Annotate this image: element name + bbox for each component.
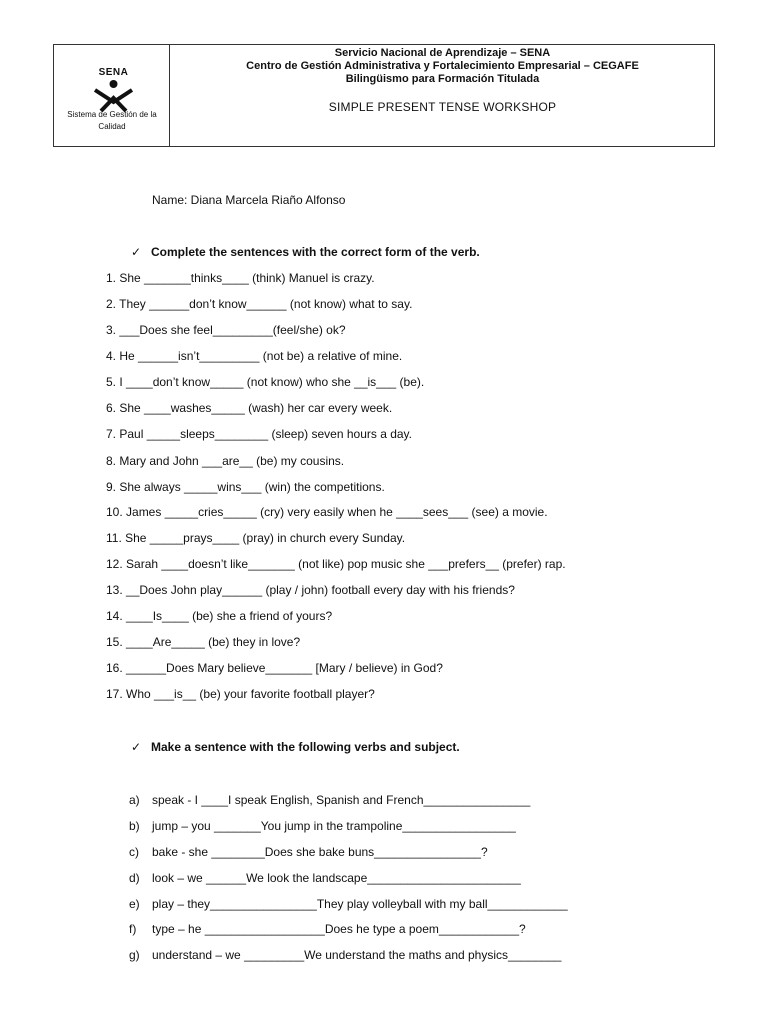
sena-logo: [91, 67, 136, 111]
list-item: 17. Who ___is__ (be) your favorite football player?: [106, 687, 375, 701]
workshop-title: SIMPLE PRESENT TENSE WORKSHOP: [328, 100, 557, 114]
section2-instruction: [131, 740, 460, 754]
checkmark-icon: ✓: [131, 740, 142, 754]
list-item: 14. ____Is____ (be) she a friend of yours?: [106, 609, 333, 623]
list-item: 1. She _______thinks____ (think) Manuel is crazy.: [106, 271, 375, 285]
item-text: play – they________________They play volleyball with my ball____________: [152, 897, 568, 911]
logo-caption: Sistema de Gestión de la Calidad: [67, 110, 157, 131]
list-item: 5. I ____don’t know_____ (not know) who she __is___ (be).: [106, 375, 425, 389]
item-letter: g): [129, 948, 140, 962]
list-item: 9. She always _____wins___ (win) the competitions.: [106, 480, 385, 494]
list-item: 6. She ____washes_____ (wash) her car every week.: [106, 401, 393, 415]
list-item: 13. __Does John play______ (play / john) football every day with his friends?: [106, 583, 515, 597]
item-letter: b): [129, 819, 140, 833]
item-text: speak - I ____I speak English, Spanish and French________________: [152, 793, 531, 807]
list-item: 15. ____Are_____ (be) they in love?: [106, 635, 301, 649]
list-item: 7. Paul _____sleeps________ (sleep) seven hours a day.: [106, 427, 412, 441]
item-text: bake - she ________Does she bake buns________________?: [152, 845, 488, 859]
item-letter: d): [129, 871, 140, 885]
sentence-item: [129, 793, 530, 807]
item-letter: c): [129, 845, 139, 859]
sentence-item: [129, 819, 516, 833]
item-letter: a): [129, 793, 140, 807]
center-name: Centro de Gestión Administrativa y Fortalecimiento Empresarial – CEGAFE: [246, 60, 639, 72]
sentence-item: [129, 922, 526, 936]
item-text: type – he __________________Does he type a poem____________?: [152, 922, 526, 936]
sentence-item: [129, 897, 568, 911]
document-header: [53, 44, 715, 147]
section2-instruction-text: Make a sentence with the following verbs and subject.: [151, 740, 460, 754]
item-text: jump – you _______You jump in the trampoline_________________: [152, 819, 516, 833]
logo-cell: [54, 45, 170, 146]
sena-figure-icon: [91, 78, 136, 112]
list-item: 10. James _____cries_____ (cry) very easily when he ____sees___ (see) a movie.: [106, 505, 548, 519]
sentence-item: [129, 845, 488, 859]
checkmark-icon: ✓: [131, 245, 142, 259]
item-text: look – we ______We look the landscape_______________________: [152, 871, 521, 885]
item-text: understand – we _________We understand the maths and physics________: [152, 948, 562, 962]
list-item: 3. ___Does she feel_________(feel/she) ok?: [106, 323, 346, 337]
list-item: 4. He ______isn’t_________ (not be) a relative of mine.: [106, 349, 403, 363]
program-name: Bilingüismo para Formación Titulada: [345, 73, 540, 85]
section1-instruction: [131, 245, 480, 259]
list-item: 12. Sarah ____doesn’t like_______ (not like) pop music she ___prefers__ (prefer) rap.: [106, 557, 566, 571]
list-item: 11. She _____prays____ (pray) in church every Sunday.: [106, 531, 406, 545]
sentence-item: [129, 871, 521, 885]
item-letter: e): [129, 897, 140, 911]
logo-text: SENA: [98, 67, 129, 78]
section1-instruction-text: Complete the sentences with the correct form of the verb.: [151, 245, 480, 259]
item-letter: f): [129, 922, 137, 936]
student-name: Name: Diana Marcela Riaño Alfonso: [152, 193, 346, 207]
sentence-item: [129, 948, 561, 962]
list-item: 16. ______Does Mary believe_______ [Mary / believe) in God?: [106, 661, 443, 675]
institution-name: Servicio Nacional de Aprendizaje – SENA: [334, 47, 551, 59]
list-item: 8. Mary and John ___are__ (be) my cousins.: [106, 454, 345, 468]
list-item: 2. They ______don’t know______ (not know) what to say.: [106, 297, 413, 311]
